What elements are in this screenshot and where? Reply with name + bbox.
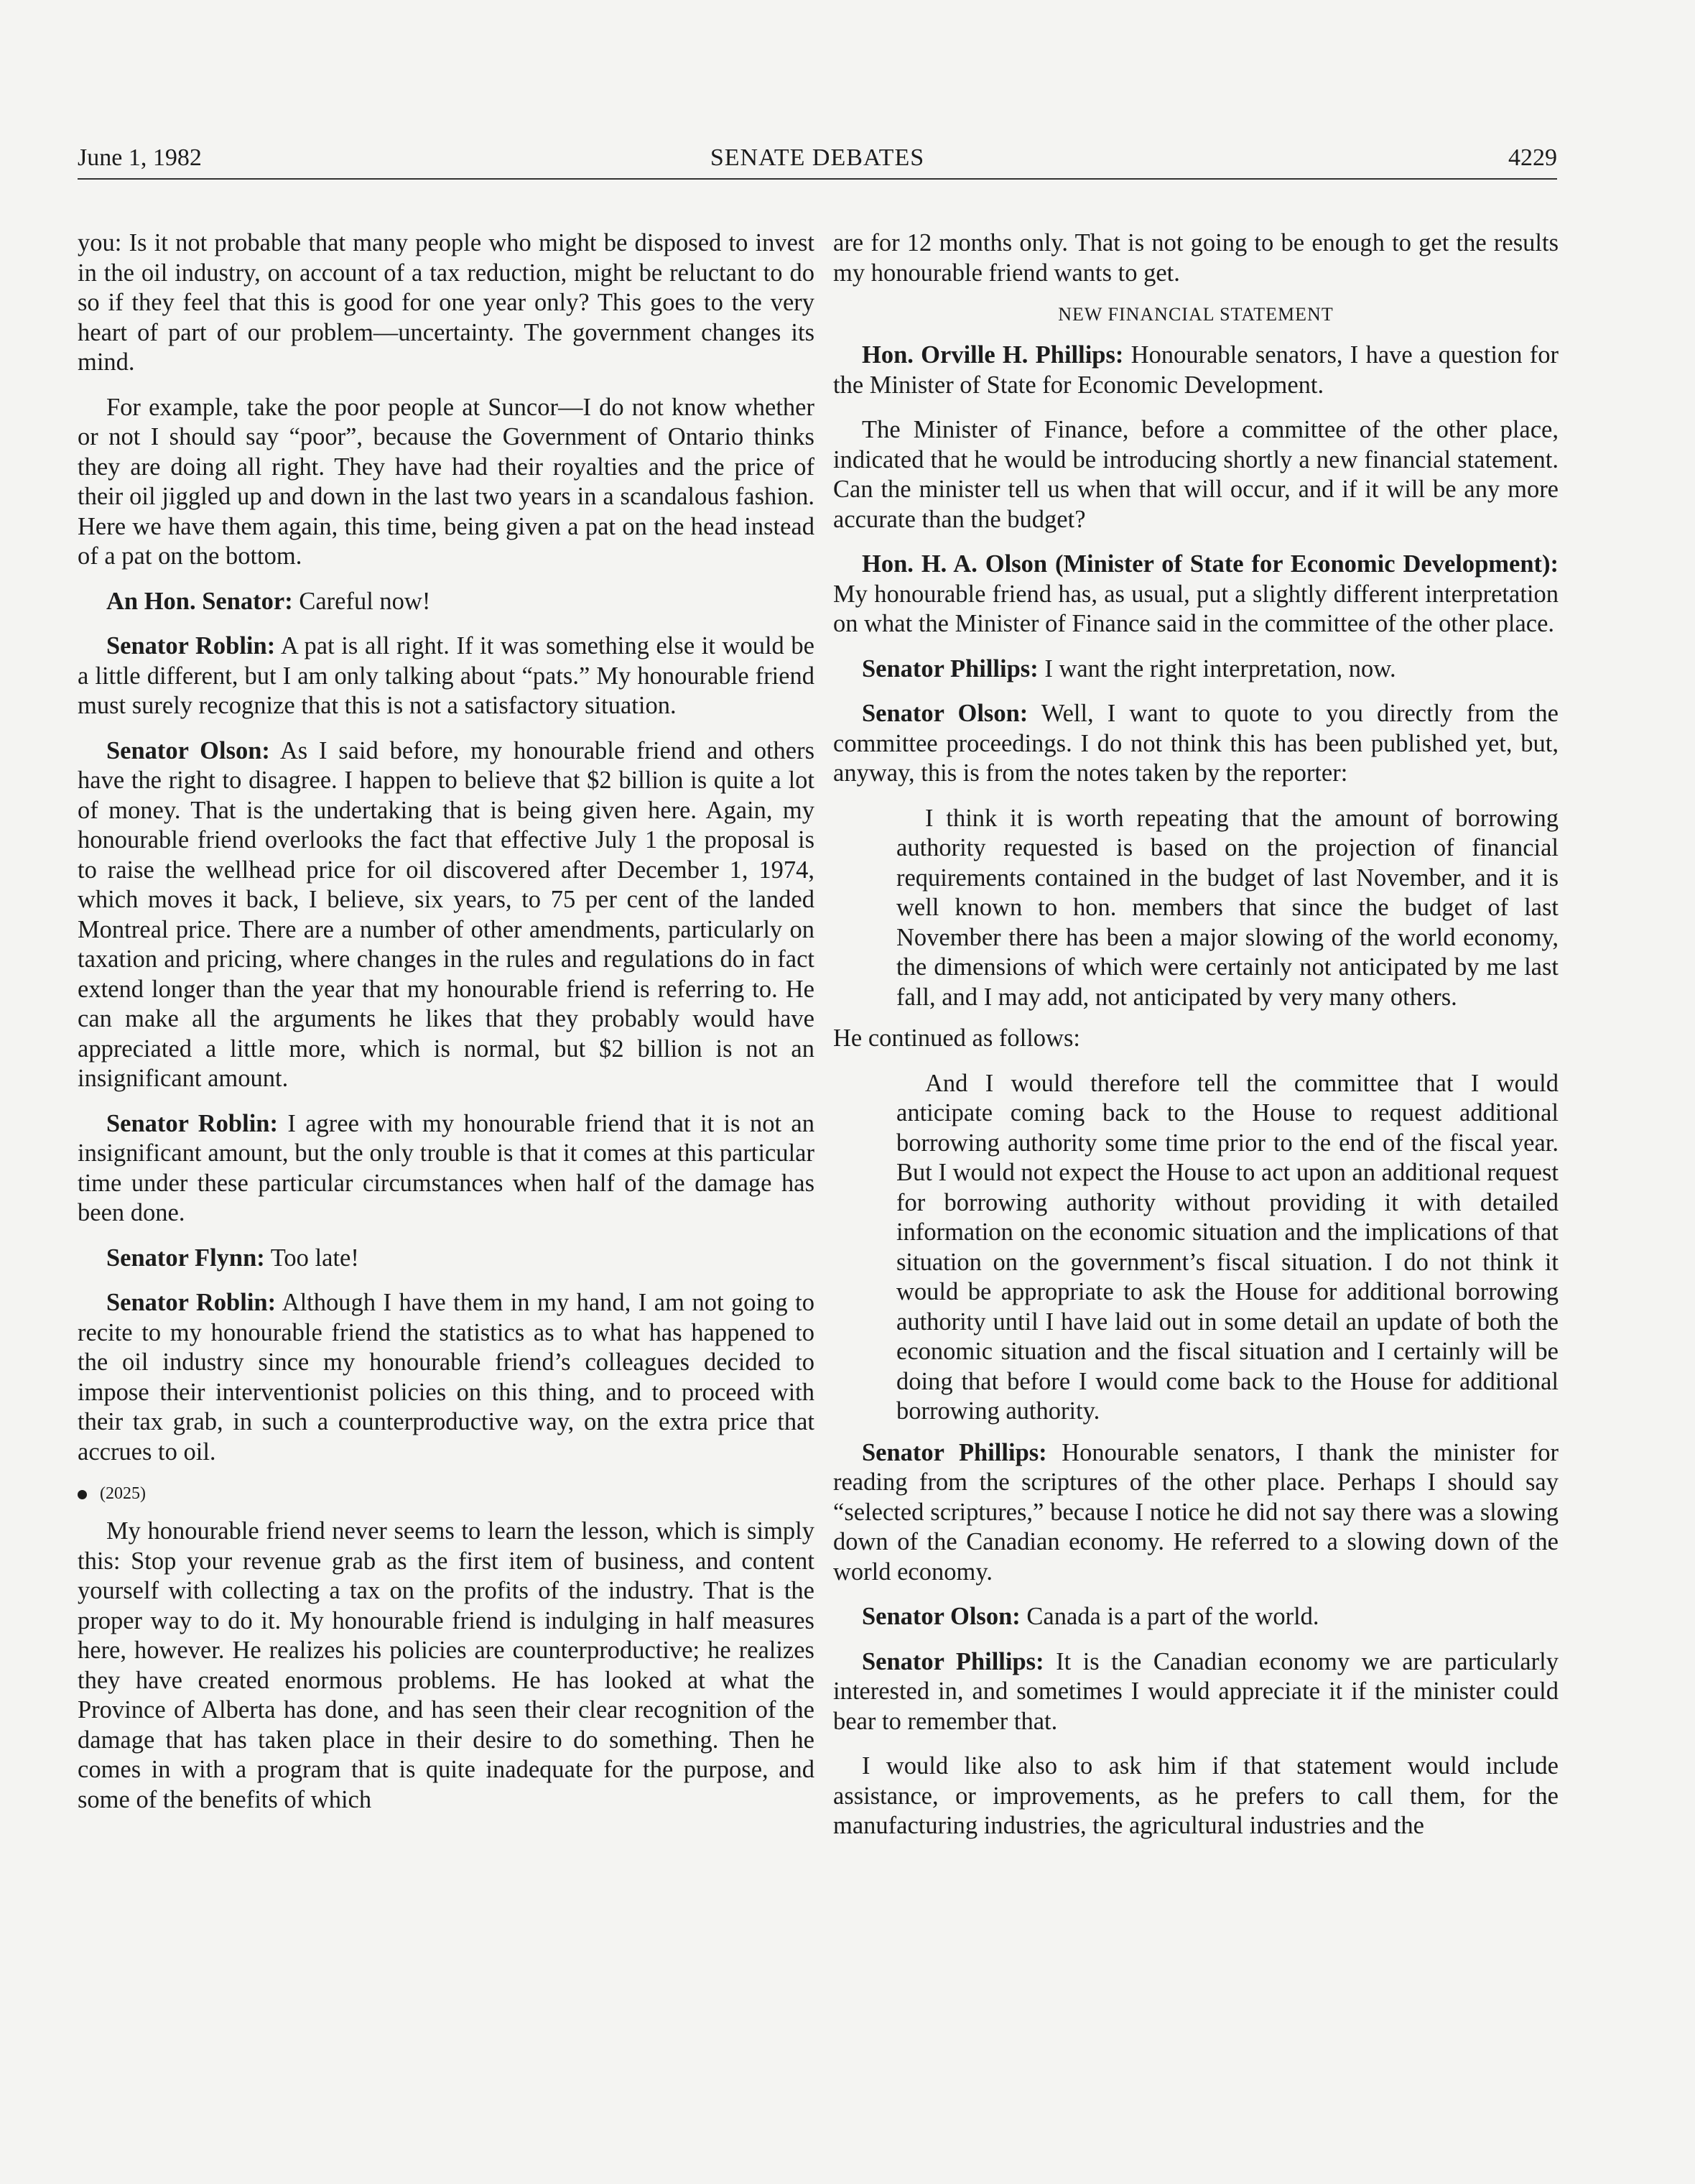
speech <box>833 1438 1559 1588</box>
block-quote: I think it is worth repeating that the amount of borrowing authority requested is based on the projection of financial requirements contained in the budget of last November, and it is well known to hon. members that since the budget of last November there has been a major slowing of the world economy, the dimensions of which were certainly not anticipated by me last fall, and I may add, not anticipated by very many others. <box>896 804 1559 1011</box>
header-date: June 1, 1982 <box>78 144 202 171</box>
time-marker-text: (2025) <box>100 1484 146 1503</box>
speech <box>833 1602 1559 1632</box>
speaker-name: Senator Olson: <box>862 1603 1021 1630</box>
speaker-name: Hon. H. A. Olson (Minister of State for Economic Development): <box>862 550 1559 578</box>
speech-text: Well, I want to quote to you directly from the committee proceedings. I do not think this has been published yet, but, anyway, this is from the notes taken by the reporter: <box>833 700 1559 787</box>
speech-text: Honourable senators, I have a question for the Minister of State for Economic Development. <box>833 341 1559 399</box>
speech-text: Careful now! <box>292 587 431 615</box>
speech-text: My honourable friend has, as usual, put a slightly different interpretation on what the Minister of Finance said in the committee of the other place. <box>833 580 1559 637</box>
paragraph: you: Is it not probable that many people who might be disposed to invest in the oil industry, on account of a tax reduction, might be reluctant to do so if they feel that this is good for one year only? This goes to the very heart of part of our problem—uncertainty. The government changes its mind. <box>78 229 814 376</box>
time-marker <box>78 1482 814 1505</box>
paragraph: I would like also to ask him if that statement would include assistance, or improvements, as he prefers to call them, for the manufacturing industries, the agricultural industries and the <box>833 1752 1559 1839</box>
speech <box>833 654 1559 685</box>
speech <box>833 699 1559 789</box>
speaker-name: Senator Flynn: <box>106 1244 265 1272</box>
left-column <box>78 228 814 1830</box>
paragraph: The Minister of Finance, before a committee of the other place, indicated that he would be introducing shortly a new financial statement. Can the minister tell us when that will occur, and if it will be any more accurate than the budget? <box>833 416 1559 533</box>
speech <box>78 1109 814 1228</box>
speech-text: Although I have them in my hand, I am not going to recite to my honourable friend the statistics as to what has happened to the oil industry since my honourable friend’s colleagues decided to impose their interventionist policies on this thing, and to proceed with their tax grab, in such a counterproductive way, on the extra price that accrues to oil. <box>78 1289 814 1466</box>
section-heading: NEW FINANCIAL STATEMENT <box>1058 304 1334 325</box>
speech-text: A pat is all right. If it was something else it would be a little different, but I am only talking about “pats.” My honourable friend must surely recognize that this is not a satisfactory situation. <box>78 632 814 719</box>
speech <box>833 341 1559 400</box>
paragraph: For example, take the poor people at Suncor—I do not know whether or not I should say “poor”, because the Government of Ontario thinks they are doing all right. They have had their royalties and the price of their oil jiggled up and down in the last two years in a scandalous fashion. Here we have them again, this time, being given a pat on the head instead of a pat on the bottom. <box>78 393 814 570</box>
speech-text: Too late! <box>264 1244 359 1272</box>
speech-text: I want the right interpretation, now. <box>1038 654 1396 682</box>
speaker-name: Senator Olson: <box>106 736 270 764</box>
speech <box>833 550 1559 639</box>
speech-text: Honourable senators, I thank the minister for reading from the scriptures of the other place. Perhaps I should say “selected scriptures,” because I notice he did not say there was a slowing down of the Canadian economy. He referred to a slowing down of the world economy. <box>833 1438 1559 1586</box>
speaker-name: An Hon. Senator: <box>106 587 293 615</box>
speech-text: As I said before, my honourable friend and others have the right to disagree. I happen to believe that $2 billion is quite a lot of money. That is the undertaking that is being given here. Again, my honourable friend overlooks the fact that effective July 1 the proposal is to raise the wellhead price for oil discovered after December 1, 1974, which moves it back, I believe, six years, to 75 per cent of the landed Montreal price. There are a number of other amendments, particularly on taxation and pricing, where changes in the rules and regulations do in fact extend longer than the year that my honourable friend is referring to. He can make all the arguments he likes that they probably would have appreciated a little more, which is normal, but $2 billion is not an insignificant amount. <box>78 736 815 1092</box>
speaker-name: Senator Phillips: <box>862 654 1039 682</box>
paragraph: are for 12 months only. That is not going to be enough to get the results my honourable friend wants to get. <box>833 229 1559 287</box>
speaker-name: Hon. Orville H. Phillips: <box>862 341 1124 369</box>
speech <box>78 631 814 721</box>
right-column <box>833 228 1559 1856</box>
paragraph: My honourable friend never seems to learn the lesson, which is simply this: Stop your revenue grab as the first item of business, and content yourself with collecting a tax on the profits of the industry. That is the proper way to do it. My honourable friend is indulging in half measures here, however. He realizes his policies are counterproductive; he realizes they have created enormous problems. He has looked at what the Province of Alberta has done, and has seen their clear recognition of the damage that has taken place in their desire to do something. Then he comes in with a program that is quite inadequate for the purpose, and some of the benefits of which <box>78 1517 814 1813</box>
speech <box>833 1647 1559 1737</box>
bullet-icon <box>78 1490 87 1499</box>
speaker-name: Senator Roblin: <box>106 632 276 660</box>
speaker-name: Senator Olson: <box>862 700 1028 727</box>
speech-text: It is the Canadian economy we are particularly interested in, and sometimes I would appreciate it if the minister could bear to remember that. <box>833 1647 1559 1735</box>
page-header <box>78 144 1557 180</box>
speech <box>78 736 814 1094</box>
speaker-name: Senator Phillips: <box>862 1647 1044 1675</box>
speech <box>78 1244 814 1274</box>
header-page-number: 4229 <box>1508 144 1557 171</box>
paragraph: He continued as follows: <box>833 1024 1080 1052</box>
speech-text: Canada is a part of the world. <box>1020 1603 1319 1630</box>
speaker-name: Senator Roblin: <box>106 1109 278 1137</box>
speaker-name: Senator Phillips: <box>862 1438 1047 1466</box>
block-quote: And I would therefore tell the committee that I would anticipate coming back to the House to request additional borrowing authority some time prior to the end of the fiscal year. But I would not expect the House to act upon an additional request for borrowing authority without providing it with detailed information on the economic situation and the implications of that situation on the government’s fiscal situation. I do not think it would be appropriate to ask the House for additional borrowing authority until I have laid out in some detail an update of both the economic situation and the fiscal situation and I certainly will be doing that before I would come back to the House for additional borrowing authority. <box>896 1069 1559 1425</box>
speech-text: I agree with my honourable friend that it is not an insignificant amount, but the only trouble is that it comes at this particular time under these particular circumstances when half of the damage has been done. <box>78 1109 814 1226</box>
speech <box>78 587 814 617</box>
speaker-name: Senator Roblin: <box>106 1289 277 1316</box>
header-title: SENATE DEBATES <box>710 144 925 171</box>
speech <box>78 1288 814 1467</box>
